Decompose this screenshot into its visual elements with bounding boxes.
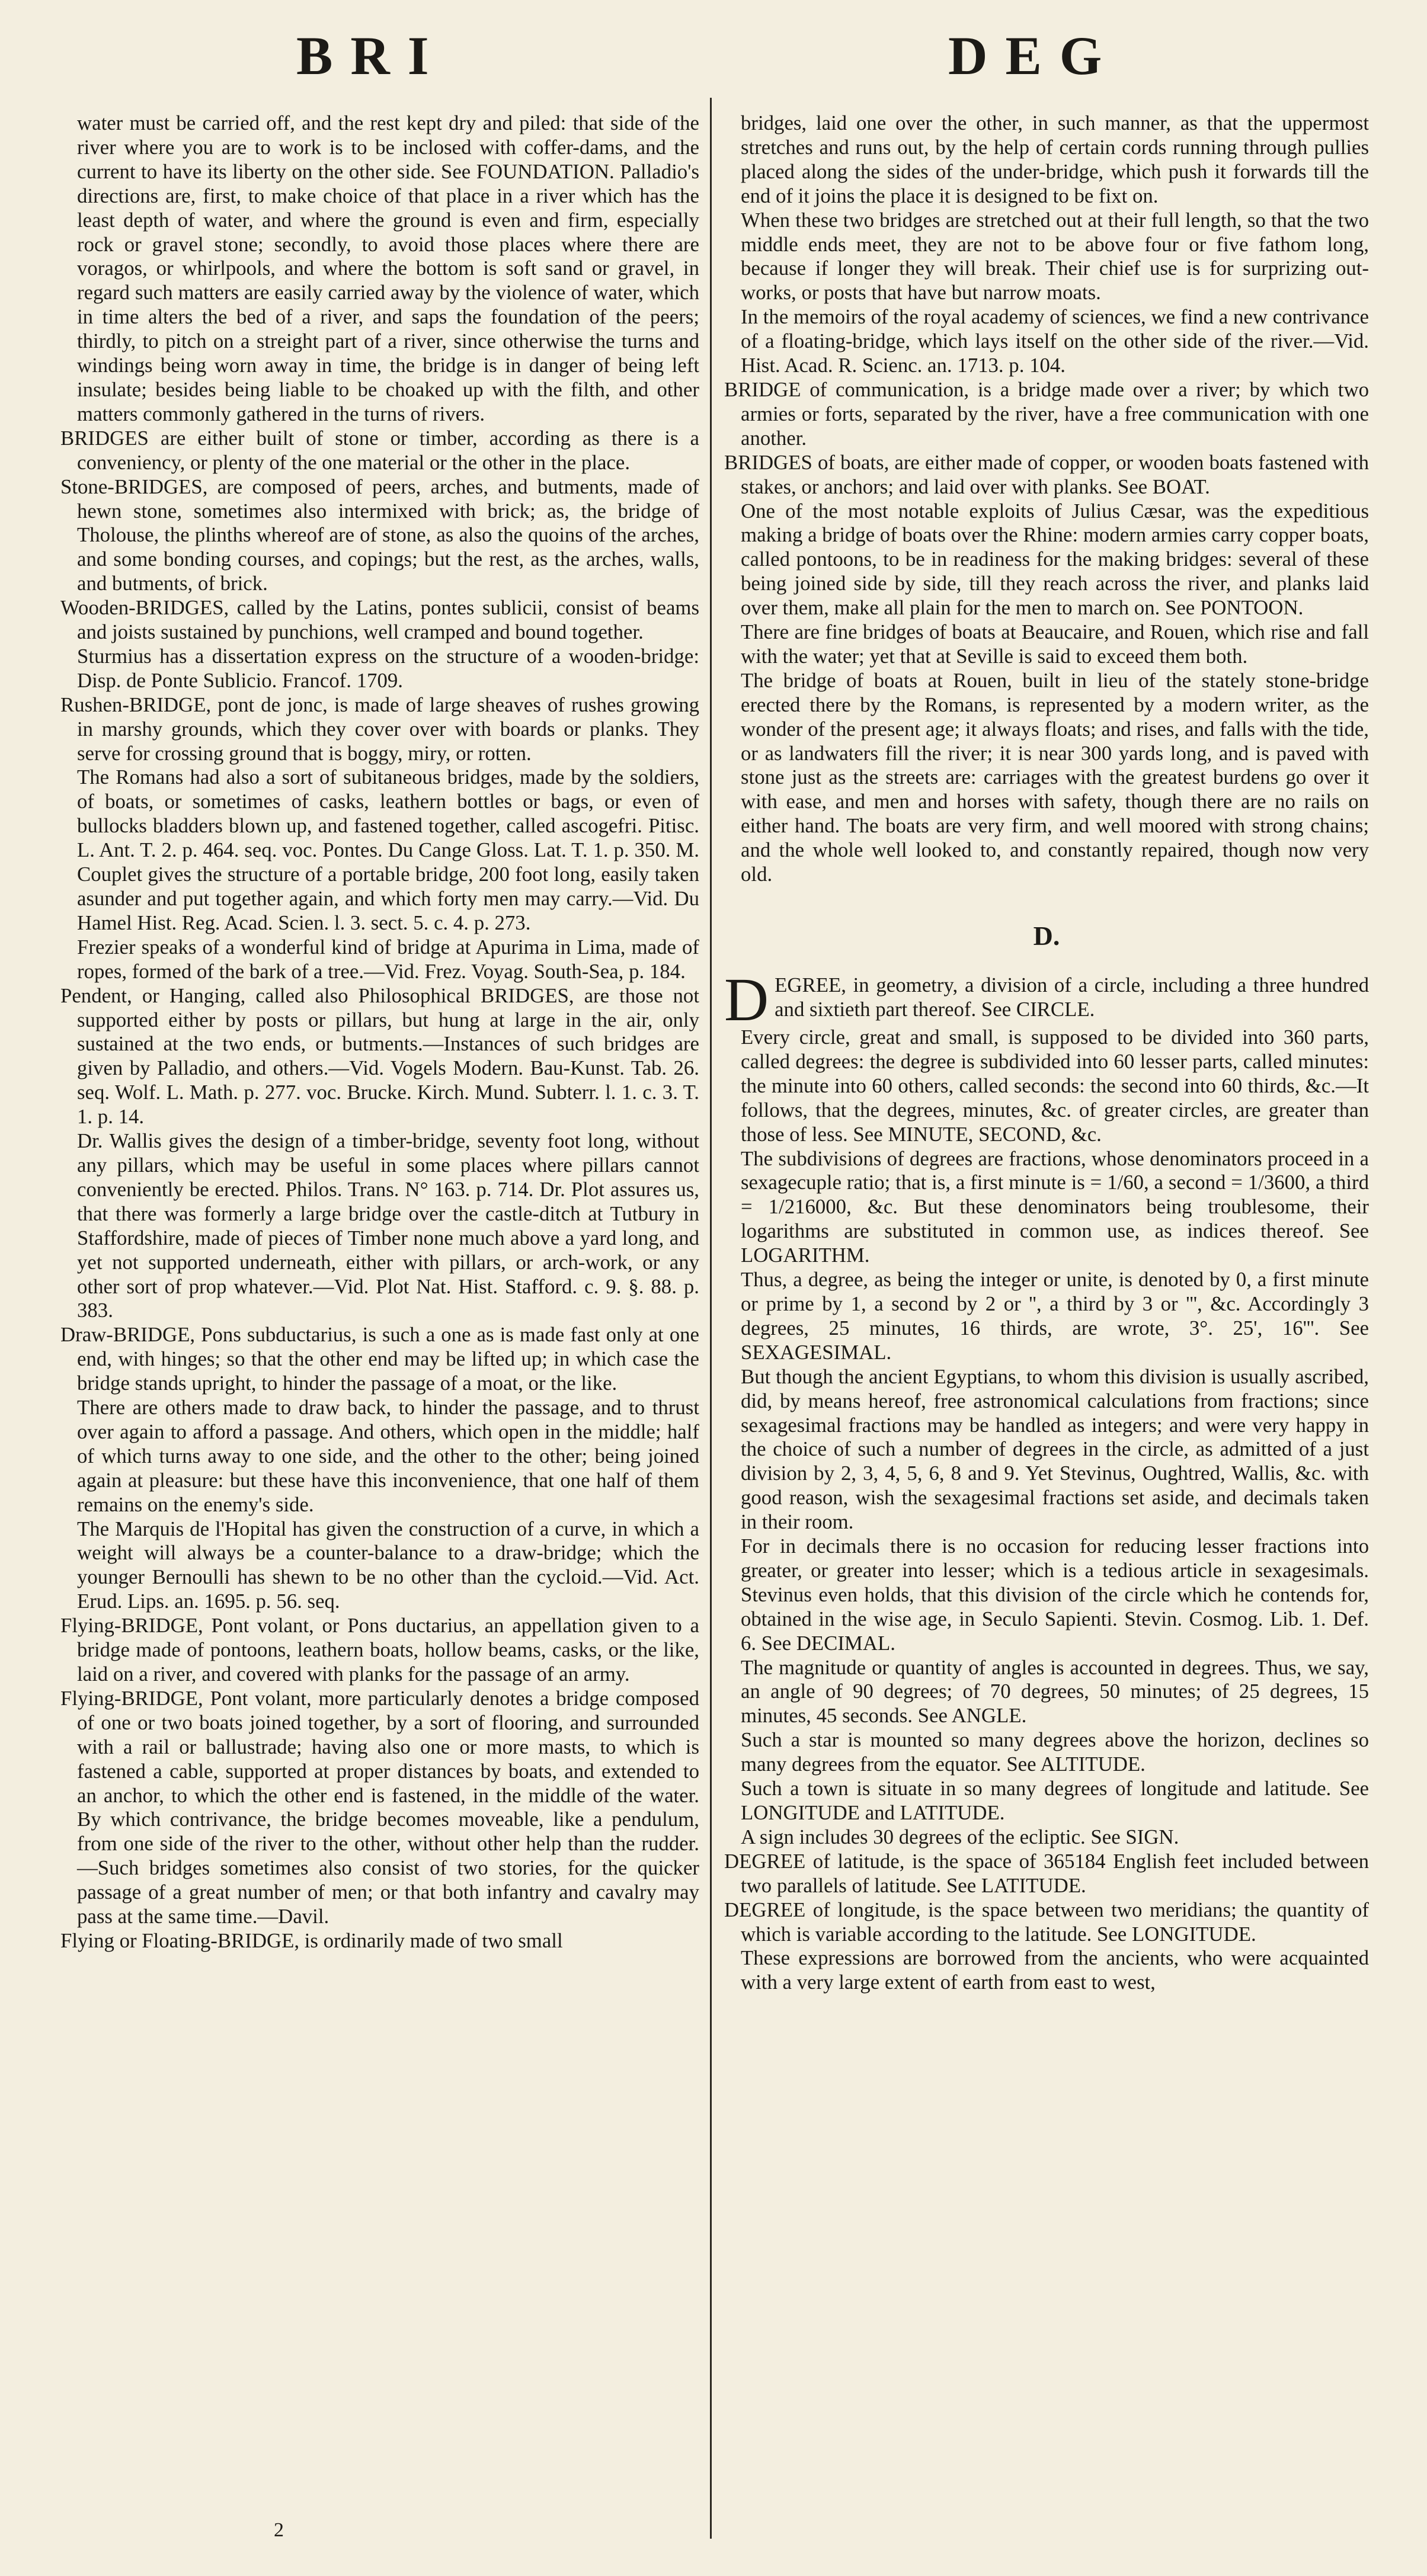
signature-mark: 2 xyxy=(274,2519,284,2541)
paragraph: For in decimals there is no occasion for reducing lesser fractions into greater, or greater into lesser; which is a tedious article in sexagesimals. Stevinus even holds, that this division of the circle which he contends for, obtained in the wise age, in Seculo Sapienti. Stevin. Cosmog. Lib. 1. Def. 6. See DECIMAL. xyxy=(741,1534,1369,1655)
entry-degree xyxy=(724,966,1369,1034)
paragraph: The magnitude or quantity of angles is accounted in degrees. Thus, we say, an angle of 90 degrees; of 70 degrees, 50 minutes; of 25 degrees, 15 minutes, 45 seconds. See ANGLE. xyxy=(741,1655,1369,1728)
paragraph: A sign includes 30 degrees of the ecliptic. See SIGN. xyxy=(741,1825,1179,1848)
paragraph: bridges, laid one over the other, in such manner, as that the uppermost stretches and runs out, by the help of certain cords running through pullies placed along the sides of the under-bridge, which push it forwards till the end of it joins the place it is designed to be fixt on. xyxy=(741,111,1369,207)
entry-floating-bridge: Flying or Floating-BRIDGE, is ordinarily made of two small xyxy=(60,1928,563,1952)
column-rule xyxy=(710,98,712,2539)
right-column xyxy=(724,111,1369,2469)
running-head-right: DEG xyxy=(948,25,1120,86)
left-column xyxy=(60,111,699,2469)
paragraph: One of the most notable exploits of Julius Cæsar, was the expeditious making a bridge of boats over the Rhine: modern armies carry copper boats, called pontoons, to be in readiness for the making bridges: several of these being joined side by side, till they reach across the river, and planks laid over them, make all plain for the men to march on. See PONTOON. xyxy=(741,499,1369,620)
paragraph: Every circle, great and small, is supposed to be divided into 360 parts, called degrees: the degree is subdivided into 60 lesser parts, called minutes: the minute into 60 others, called seconds: the second into 60 thirds, &c.—It follows, that the degrees, minutes, &c. of greater circles, are greater than those of less. See MINUTE, SECOND, &c. xyxy=(741,1026,1369,1146)
paragraph: Such a town is situate in so many degrees of longitude and latitude. See LONGITUDE and LATITUDE. xyxy=(741,1777,1369,1824)
paragraph: Sturmius has a dissertation express on the structure of a wooden-bridge: Disp. de Ponte Sublicio. Francof. 1709. xyxy=(77,644,699,692)
paragraph: There are others made to draw back, to hinder the passage, and to thrust over again to afford a passage. And others, which open in the middle; half of which turns away to one side, and the other to the other; being joined again at pleasure: but these have this inconvenience, that one half of them remains on the enemy's side. xyxy=(77,1396,699,1516)
entry-draw-bridge: Draw-BRIDGE, Pons subductarius, is such a one as is made fast only at one end, with hinges; so that the other end may be lifted up; in which case the bridge stands upright, to hinder the passage of a moat, or the like. xyxy=(60,1323,699,1395)
paragraph: But though the ancient Egyptians, to whom this division is usually ascribed, did, by means hereof, free astronomical calculations from fractions; since sexagesimal fractions may be handled as integers; and were very happy in the choice of such a number of degrees in the circle, as admitted of a just division by 2, 3, 4, 5, 6, 8 and 9. Yet Stevinus, Oughtred, Wallis, &c. with good reason, wish the sexagesimal fractions set aside, and decimals taken in their room. xyxy=(741,1364,1369,1534)
paragraph: Frezier speaks of a wonderful kind of bridge at Apurima in Lima, made of ropes, formed of the bark of a tree.—Vid. Frez. Voyag. South-Sea, p. 184. xyxy=(77,935,699,983)
entry-bridge-of-communication: BRIDGE of communication, is a bridge made over a river; by which two armies or forts, separated by the river, have a free communication with one another. xyxy=(724,377,1369,450)
entry-flying-bridge-2: Flying-BRIDGE, Pont volant, more particularly denotes a bridge composed of one or two boats joined together, by a sort of flooring, and surrounded with a rail or ballustrade; having also one or more masts, to which is fastened a cable, supported at proper distances by boats, and extended to an anchor, to which the other end is fastened, in the middle of the water. By which contrivance, the bridge becomes moveable, like a pendulum, from one side of the river to the other, without other help than the rudder.—Such bridges sometimes also consist of two stories, for the quicker passage of a great number of men; or that both infantry and cavalry may pass at the same time.—Davil. xyxy=(60,1686,699,1928)
paragraph: The Romans had also a sort of subitaneous bridges, made by the soldiers, of boats, or sometimes of casks, leathern bottles or bags, or even of bullocks bladders blown up, and fastened together, called ascogefri. Pitisc. L. Ant. T. 2. p. 464. seq. voc. Pontes. Du Cange Gloss. Lat. T. 1. p. 350. M. Couplet gives the structure of a portable bridge, 200 foot long, easily taken asunder and put together again, and which forty men may carry.—Vid. Du Hamel Hist. Reg. Acad. Scien. l. 3. sect. 5. c. 4. p. 273. xyxy=(77,765,699,934)
paragraph: Dr. Wallis gives the design of a timber-bridge, seventy foot long, without any pillars, which may be useful in some places where pillars cannot conveniently be erected. Philos. Trans. N° 163. p. 714. Dr. Plot assures us, that there was formerly a large bridge over the castle-ditch at Tutbury in Staffordshire, made of pieces of Timber none much above a yard long, and yet not supported underneath, either with pillars, or arch-work, or any other sort of prop whatever.—Vid. Plot Nat. Hist. Stafford. c. 9. §. 88. p. 383. xyxy=(77,1129,699,1322)
entry-wooden-bridges: Wooden-BRIDGES, called by the Latins, pontes sublicii, consist of beams and joists sustained by punchions, well cramped and bound together. xyxy=(60,596,699,644)
paragraph: There are fine bridges of boats at Beaucaire, and Rouen, which rise and fall with the water; yet that at Seville is said to exceed them both. xyxy=(741,620,1369,668)
paragraph: When these two bridges are stretched out at their full length, so that the two middle ends meet, they are not to be above four or five fathom long, because if longer they will break. Their chief use is for surprizing out-works, or posts that have but narrow moats. xyxy=(741,208,1369,305)
entry-bridges-of-boats: BRIDGES of boats, are either made of copper, or wooden boats fastened with stakes, or anchors; and laid over with planks. See BOAT. xyxy=(724,450,1369,498)
paragraph: These expressions are borrowed from the ancients, who were acquainted with a very large extent of earth from east to west, xyxy=(741,1946,1369,1994)
paragraph: Thus, a degree, as being the integer or unite, is denoted by 0, a first minute or prime by 1, a second by 2 or '', a third by 3 or ''', &c. Accordingly 3 degrees, 25 minutes, 16 thirds, are wrote, 3°. 25', 16'''. See SEXAGESIMAL. xyxy=(741,1268,1369,1364)
entry-pendent-bridges: Pendent, or Hanging, called also Philosophical BRIDGES, are those not supported either by posts or pillars, but hung at large in the air, only sustained at the two ends, or butments.—Instances of such bridges are given by Palladio, and others.—Vid. Vogels Modern. Bau-Kunst. Tab. 26. seq. Wolf. L. Math. p. 277. voc. Brucke. Kirch. Mund. Subterr. l. 1. c. 3. T. 1. p. 14. xyxy=(60,983,699,1129)
entry-degree-of-longitude: DEGREE of longitude, is the space between two meridians; the quantity of which is variable according to the latitude. See LONGITUDE. xyxy=(724,1898,1369,1946)
paragraph: The bridge of boats at Rouen, built in lieu of the stately stone-bridge erected there by the Romans, is represented by a modern writer, as the wonder of the present age; it always floats; and rises, and falls with the tide, or as landwaters fill the river; it is near 300 yards long, and is paved with stone just as the streets are: carriages with the greatest burdens go over it with ease, and men and horses with safety, though there are no rails on either hand. The boats are very firm, and well moored with strong chains; and the whole well looked to, and constantly repaired, though now very old. xyxy=(741,668,1369,886)
entry-bridges: BRIDGES are either built of stone or timber, according as there is a conveniency, or plenty of the one material or the other in the place. xyxy=(60,426,699,474)
entry-flying-bridge: Flying-BRIDGE, Pont volant, or Pons ductarius, an appellation given to a bridge made of pontoons, leathern boats, hollow beams, casks, or the like, laid on a river, and covered with planks for the passage of an army. xyxy=(60,1614,699,1686)
entry-degree-text: EGREE, in geometry, a division of a circle, including a three hundred and sixtieth part thereof. See CIRCLE. xyxy=(775,973,1369,1021)
entry-degree-of-latitude: DEGREE of latitude, is the space of 365184 English feet included between two parallels of latitude. See LATITUDE. xyxy=(724,1849,1369,1897)
running-head-left: BRI xyxy=(296,25,447,86)
drop-cap: D xyxy=(724,966,769,1034)
entry-rushen-bridge: Rushen-BRIDGE, pont de jonc, is made of large sheaves of rushes growing in marshy grounds, which they cover over with boards or planks. They serve for crossing ground that is boggy, miry, or rotten. xyxy=(60,693,699,765)
paragraph: The subdivisions of degrees are fractions, whose denominators proceed in a sexagecuple ratio; that is, a first minute is = 1/60, a second = 1/3600, a third = 1/216000, &c. But these denominators being troublesome, their logarithms are substituted in common use, as indices thereof. See LOGARITHM. xyxy=(741,1146,1369,1267)
paragraph: In the memoirs of the royal academy of sciences, we find a new contrivance of a floating-bridge, which lays itself on the other side of the river.—Vid. Hist. Acad. R. Scienc. an. 1713. p. 104. xyxy=(741,305,1369,377)
paragraph: Such a star is mounted so many degrees above the horizon, declines so many degrees from the equator. See ALTITUDE. xyxy=(741,1728,1369,1776)
section-heading-d: D. xyxy=(1033,921,1060,951)
paragraph: The Marquis de l'Hopital has given the construction of a curve, in which a weight will always be a counter-balance to a draw-bridge; which the younger Bernoulli has shewn to be no other than the cycloid.—Vid. Act. Erud. Lips. an. 1695. p. 56. seq. xyxy=(77,1517,699,1613)
entry-stone-bridges: Stone-BRIDGES, are composed of peers, arches, and butments, made of hewn stone, sometimes also intermixed with brick; as, the bridge of Tholouse, the plinths whereof are of stone, as also the quoins of the arches, and some bonding courses, and copings; but the rest, as the arches, walls, and butments, of brick. xyxy=(60,475,699,595)
paragraph: water must be carried off, and the rest kept dry and piled: that side of the river where you are to work is to be inclosed with coffer-dams, and the current to have its liberty on the other side. See FOUNDATION. Palladio's directions are, first, to make choice of that place in a river which has the least depth of water, and where the ground is even and firm, especially rock or gravel stone; secondly, to avoid those places where there are voragos, or whirlpools, and where the bottom is soft sand or gravel, in regard such matters are easily carried away by the violence of water, which in time alters the bed of a river, and saps the foundation of the peers; thirdly, to pitch on a streight part of a river, since otherwise the turns and windings being worn away in time, the bridge is in danger of being left insulate; besides being liable to be choaked up with the filth, and other matters commonly gathered in the turns of rivers. xyxy=(77,111,699,425)
